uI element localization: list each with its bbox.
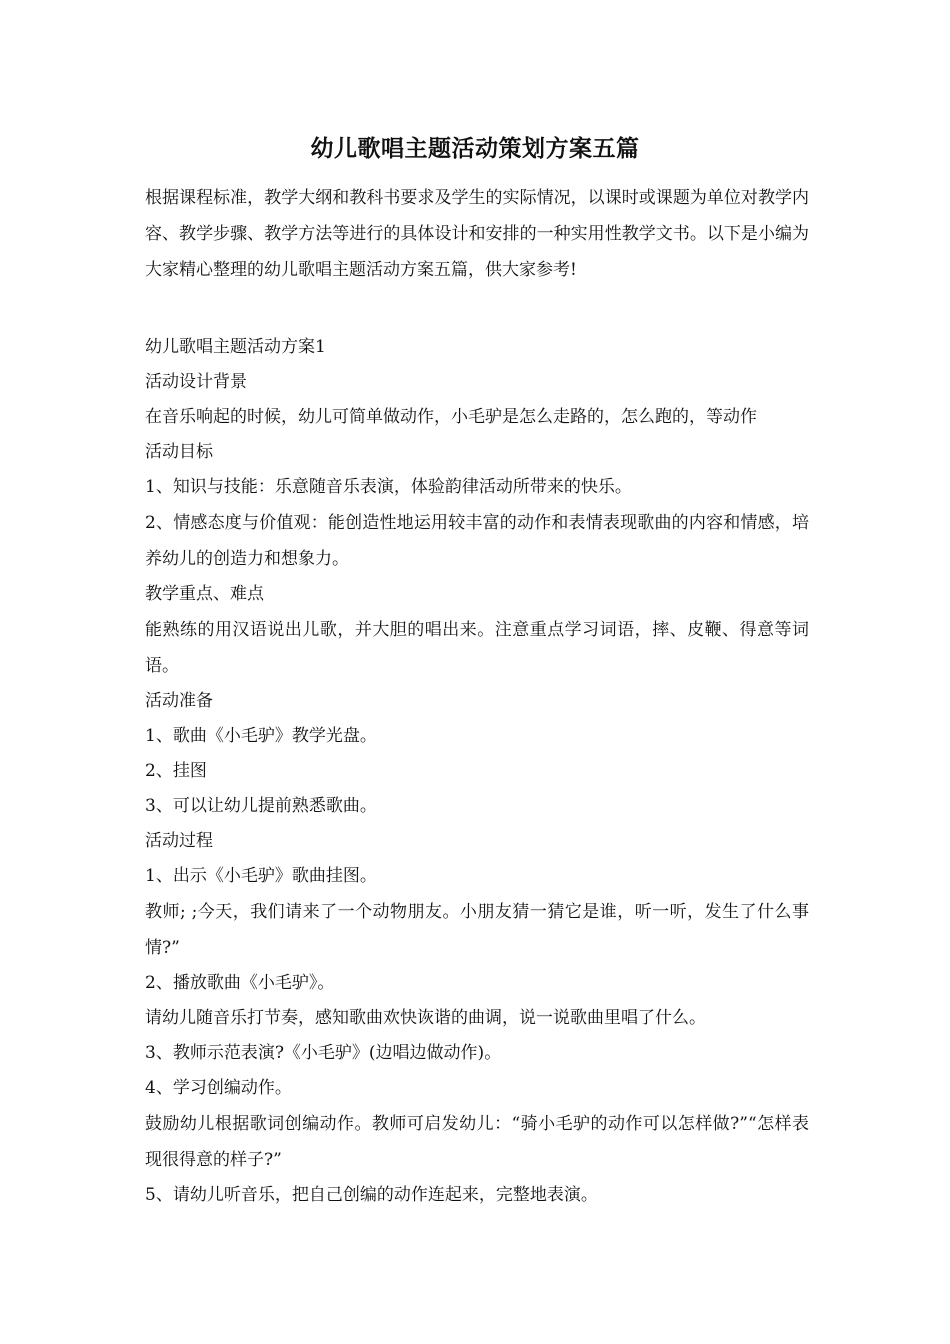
subheading: 活动设计背景 bbox=[145, 372, 247, 392]
list-item: 3、可以让幼儿提前熟悉歌曲。 bbox=[145, 796, 377, 816]
list-item: 4、学习创编动作。 bbox=[145, 1078, 292, 1098]
subheading: 教学重点、难点 bbox=[145, 584, 264, 604]
paragraph: 鼓励幼儿根据歌词创编动作。教师可启发幼儿：“骑小毛驴的动作可以怎样做?”“怎样表现很得意的样子?” bbox=[145, 1114, 809, 1170]
paragraph: 教师; ;今天，我们请来了一个动物朋友。小朋友猜一猜它是谁，听一听，发生了什么事情?” bbox=[145, 902, 809, 958]
subheading: 活动目标 bbox=[145, 442, 213, 462]
subheading: 活动准备 bbox=[145, 691, 213, 711]
paragraph: 请幼儿随音乐打节奏，感知歌曲欢快诙谐的曲调，说一说歌曲里唱了什么。 bbox=[145, 1008, 706, 1028]
list-item: 2、播放歌曲《小毛驴》。 bbox=[145, 973, 335, 993]
list-item: 1、歌曲《小毛驴》教学光盘。 bbox=[145, 726, 377, 746]
paragraph: 在音乐响起的时候，幼儿可简单做动作，小毛驴是怎么走路的，怎么跑的，等动作 bbox=[145, 407, 757, 427]
list-item: 1、出示《小毛驴》歌曲挂图。 bbox=[145, 866, 377, 886]
subheading: 活动过程 bbox=[145, 831, 213, 851]
section-heading: 幼儿歌唱主题活动方案1 bbox=[145, 337, 326, 357]
list-item: 2、情感态度与价值观：能创造性地运用较丰富的动作和表情表现歌曲的内容和情感，培养幼儿的创造力和想象力。 bbox=[145, 513, 809, 569]
paragraph: 能熟练的用汉语说出儿歌，并大胆的唱出来。注意重点学习词语，摔、皮鞭、得意等词语。 bbox=[145, 620, 809, 676]
list-item: 2、挂图 bbox=[145, 761, 207, 781]
intro-text: 根据课程标准，教学大纲和教科书要求及学生的实际情况，以课时或课题为单位对教学内容、教学步骤、教学方法等进行的具体设计和安排的一种实用性教学文书。以下是小编为大家精心整理的幼儿歌唱主题活动方案五篇，供大家参考! bbox=[145, 188, 809, 280]
list-item: 3、教师示范表演?《小毛驴》(边唱边做动作)。 bbox=[145, 1043, 502, 1063]
intro-paragraph bbox=[145, 180, 809, 288]
list-item: 1、知识与技能：乐意随音乐表演，体验韵律活动所带来的快乐。 bbox=[145, 477, 632, 497]
list-item: 5、请幼儿听音乐，把自己创编的动作连起来，完整地表演。 bbox=[145, 1185, 598, 1205]
document-title: 幼儿歌唱主题活动策划方案五篇 bbox=[310, 135, 640, 162]
document-body bbox=[145, 330, 809, 1213]
